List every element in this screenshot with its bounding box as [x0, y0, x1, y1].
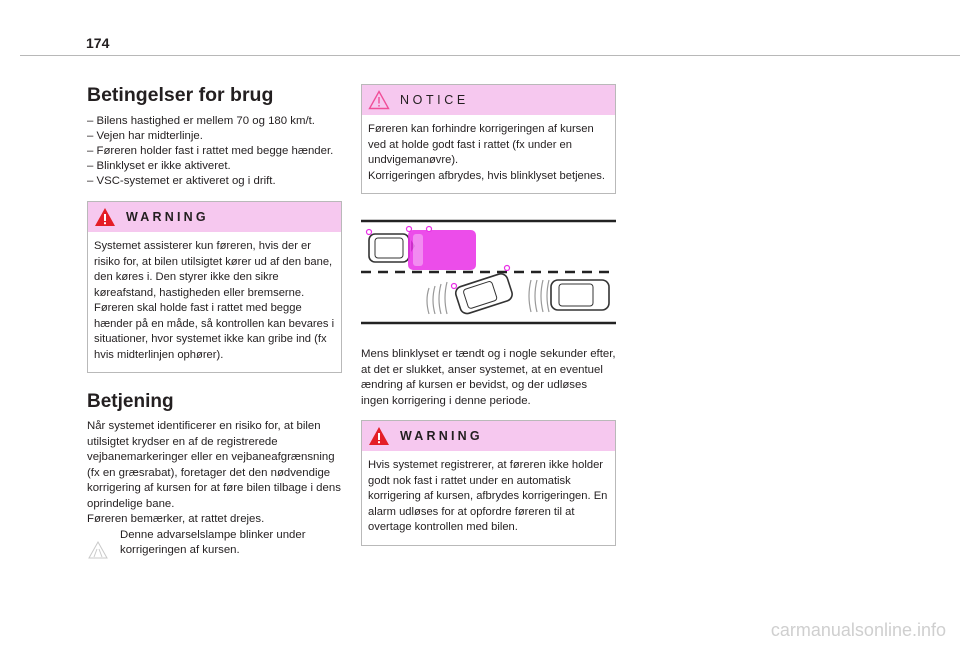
warning-right-text: Hvis systemet registrerer, at føreren ikke holder godt nok fast i rattet under en automatisk korrigering af kursen, afbrydes korrigeringen. En alarm udløses for at opfordre føreren til at overtage kontrollen med bilen.: [368, 459, 608, 533]
condition-item: – Bilens hastighed er mellem 70 og 180 km/t.: [87, 115, 315, 127]
operation-text: Når systemet identificerer en risiko for, at bilen utilsigtet krydser en af de registrerede vejbanemarkeringer eller en vejbaneafgrænsning (fx en græsrabat), foretager det den nødvendige korrigering af kursen for at føre bilen tilbage i dens oprindelige bane.: [87, 420, 341, 510]
notice-text-1: Føreren kan forhindre korrigeringen af kursen ved at holde godt fast i rattet (fx under en undvigemanøvre).: [368, 123, 594, 166]
warning-box-right-body: [362, 451, 615, 545]
sensor-dot: [452, 284, 457, 289]
warning-lamp-row: [87, 528, 342, 565]
warning-triangle-icon: [94, 207, 116, 227]
car-bottom-right: [551, 280, 609, 310]
sensor-dot: [427, 227, 432, 232]
condition-item: – Føreren holder fast i rattet med begge hænder.: [87, 145, 334, 157]
notice-triangle-icon: [368, 90, 390, 110]
site-watermark: carmanualsonline.info: [770, 620, 946, 640]
magenta-projected-car: [408, 230, 476, 270]
condition-item: – Blinklyset er ikke aktiveret.: [87, 160, 231, 172]
notice-text-2: Korrigeringen afbrydes, hvis blinklyset betjenes.: [368, 169, 605, 182]
warning-box-body: [88, 232, 341, 372]
lane-correction-diagram: [361, 216, 616, 326]
warning-box: [87, 201, 342, 373]
lane-warning-lamp-icon: [87, 540, 109, 560]
page-number: 174: [86, 35, 110, 51]
header-divider: [20, 55, 960, 56]
warning-triangle-icon: [368, 426, 390, 446]
correcting-car: [454, 272, 514, 315]
notice-label: NOTICE: [400, 93, 469, 107]
warning-text: Systemet assisterer kun føreren, hvis der er risiko for, at bilen utilsigtet kører ud af den bane, den køres i. Den styrer ikke den sikre køreafstand, hastigheden eller bremserne. Føreren skal holde fast i rattet med begge hænder på en måde, så kontrollen kan bevares i situationer, hvor systemet ikke kan gribe ind (fx hvis midterlinjen ophører).: [94, 240, 335, 361]
warning-box-header: [88, 202, 341, 232]
lane-assist-lamp: [87, 528, 117, 565]
conditions-title: Betingelser for brug: [87, 84, 274, 106]
notice-box-header: [362, 85, 615, 115]
operation-text-2: Føreren bemærker, at rattet drejes.: [87, 513, 265, 525]
warning-label: WARNING: [400, 429, 483, 443]
conditions-list: [87, 114, 342, 189]
notice-box-body: [362, 115, 615, 193]
sensor-dot: [407, 227, 412, 232]
warning-box-right-header: [362, 421, 615, 451]
operation-title: Betjening: [87, 391, 174, 412]
sensor-dot: [505, 266, 510, 271]
condition-item: – VSC-systemet er aktiveret og i drift.: [87, 175, 276, 187]
sensor-dot: [367, 230, 372, 235]
warning-label: WARNING: [126, 210, 209, 224]
condition-item: – Vejen har midterlinje.: [87, 130, 203, 142]
notice-box: [361, 84, 616, 194]
left-column: [87, 82, 342, 565]
right-column: [361, 84, 616, 546]
warning-box-right: [361, 420, 616, 546]
diagram-caption: Mens blinklyset er tændt og i nogle sekunder efter, at det er slukket, anser systemet, at en eventuel ændring af kursen er bevidst, og der udløses ingen korrigering i denne periode.: [361, 348, 616, 407]
lamp-text: Denne advarselslampe blinker under korrigeringen af kursen.: [120, 528, 306, 556]
